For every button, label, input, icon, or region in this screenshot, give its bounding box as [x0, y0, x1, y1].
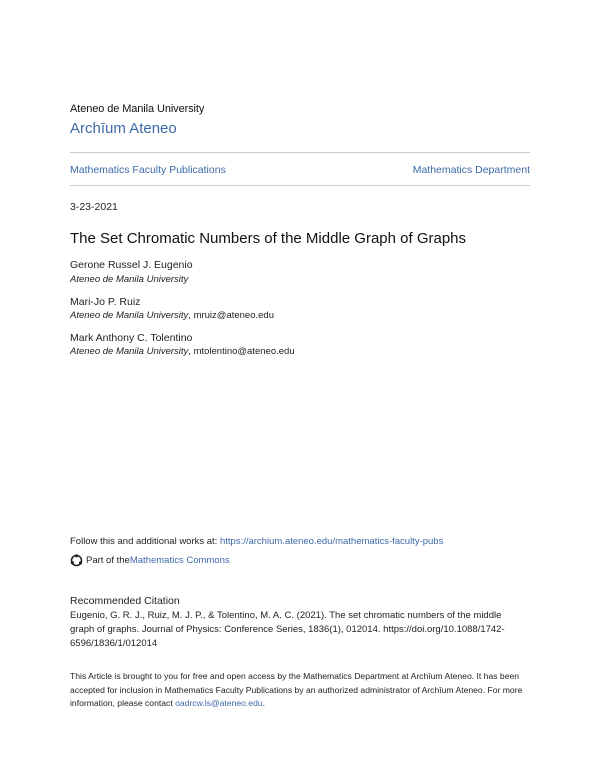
access-notice [70, 670, 540, 711]
author-email: , mruiz@ateneo.edu [188, 310, 274, 321]
article-title: The Set Chromatic Numbers of the Middle Graph of Graphs [70, 230, 467, 247]
follow-url-link[interactable]: https://archium.ateneo.edu/mathematics-faculty-pubs [219, 536, 444, 547]
part-of-text: Part of the [86, 555, 130, 566]
citation-label: Recommended Citation [70, 595, 180, 607]
follow-text: Follow this and additional works at: [70, 536, 220, 547]
affiliation-name: Ateneo de Manila University [70, 274, 189, 285]
department-link[interactable]: Mathematics Department [412, 164, 530, 176]
citation-text: Eugenio, G. R. J., Ruiz, M. J. P., & Tolentino, M. A. C. (2021). The set chromatic numbers of the middle graph of graphs. Journal of Physics: Conference Series, 1836(1), 012014. https://doi.org/10.1088/1742-6596/1836/1/012014 [70, 610, 505, 649]
collection-link[interactable]: Mathematics Faculty Publications [70, 164, 226, 176]
author-email: , mtolentino@ateneo.edu [188, 346, 295, 357]
part-of-line [70, 554, 230, 567]
follow-line [70, 536, 443, 547]
author-name: Mari-Jo P. Ruiz [70, 296, 141, 308]
affiliation-name: Ateneo de Manila University [70, 310, 189, 321]
access-end: . [262, 698, 266, 708]
author-affiliation [70, 274, 188, 285]
contact-email-link[interactable]: oadrcw.ls@ateneo.edu [175, 698, 263, 708]
mathematics-commons-link[interactable]: Mathematics Commons [129, 555, 230, 566]
divider-bottom [70, 185, 530, 186]
author-affiliation [70, 346, 295, 357]
author-name: Mark Anthony C. Tolentino [70, 332, 193, 344]
repository-link[interactable]: Archīum Ateneo [70, 120, 177, 137]
author-affiliation [70, 310, 274, 321]
affiliation-name: Ateneo de Manila University [70, 346, 189, 357]
access-text: This Article is brought to you for free and open access by the Mathematics Department at Archīum Ateneo. It has been accepted for inclusion in Mathematics Faculty Publications by an authorized administrator of Archīum Ateneo. For more information, please contact [70, 671, 523, 708]
institution-name: Ateneo de Manila University [70, 103, 205, 115]
author-name: Gerone Russel J. Eugenio [70, 259, 193, 271]
divider-top [70, 152, 530, 153]
publication-date: 3-23-2021 [70, 201, 118, 213]
network-commons-icon [70, 554, 83, 567]
